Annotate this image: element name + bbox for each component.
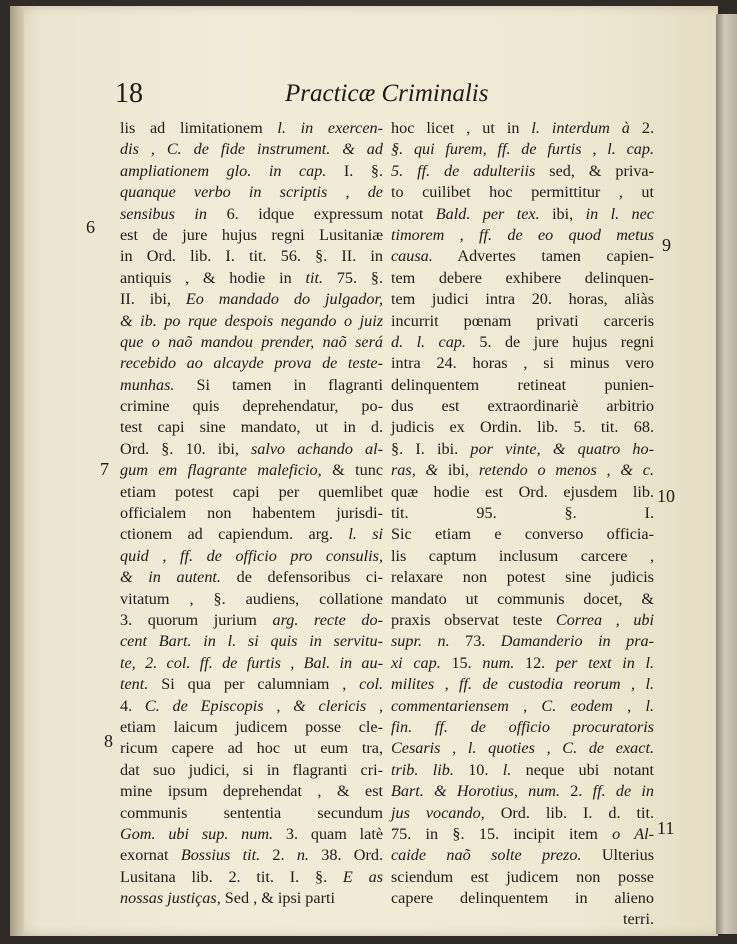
text-line (391, 909, 654, 930)
text-segment: delinquentem retineat punien- (391, 375, 654, 394)
text-segment: gum em flagrante maleficio, (120, 461, 322, 480)
text-line (120, 161, 383, 182)
text-segment: ibi, (447, 461, 479, 480)
text-segment: Ord. §. 10. ibi, (120, 439, 251, 458)
text-segment: 2. (260, 846, 297, 865)
text-line (391, 353, 654, 374)
text-segment: salvo achando al- (250, 439, 384, 458)
running-title: Practicæ Criminalis (285, 80, 489, 107)
text-segment: quid , ff. de officio pro consulis, (120, 546, 383, 565)
text-line (120, 546, 383, 567)
text-line (120, 439, 383, 460)
text-segment: 75. in §. 15. incipit item (391, 824, 613, 843)
text-segment: C. de Episcopis , & clericis , (144, 696, 383, 715)
text-segment: Cesaris , l. quoties , C. de exact. (391, 739, 654, 758)
text-line (120, 204, 383, 225)
text-segment: Si qua per calumniam , (148, 675, 360, 694)
text-line (120, 760, 383, 781)
text-segment: tit. 95. §. I. (391, 504, 654, 523)
margin-number-9: 9 (662, 235, 671, 255)
text-segment: est de jure hujus regni Lusitaniæ (120, 225, 383, 244)
text-line (120, 460, 383, 481)
text-segment: to cuilibet hoc permittitur , ut (391, 183, 654, 202)
text-line (120, 311, 383, 332)
text-line (391, 460, 654, 481)
text-segment: por vinte, & quatro ho- (470, 439, 655, 458)
text-segment: 38. Ord. (308, 846, 383, 865)
text-segment: intra 24. horas , si minus vero (391, 354, 654, 373)
text-segment: Bald. per tex. (435, 204, 540, 223)
text-segment: Sic etiam e converso officia- (391, 525, 654, 544)
text-segment: commentariensem , C. eodem , l. (391, 696, 654, 715)
text-segment: 12. (514, 653, 556, 672)
text-segment: Ulterius (581, 846, 654, 865)
text-line (120, 225, 383, 246)
text-line (120, 118, 383, 139)
text-line (120, 717, 383, 738)
text-line (391, 696, 654, 717)
text-segment: ricum capere ad hoc ut eum tra, (120, 739, 383, 758)
text-line (391, 803, 654, 824)
text-segment: 75. §. (323, 268, 383, 287)
text-line (391, 760, 654, 781)
text-line (120, 524, 383, 545)
text-segment: d. l. cap. (391, 332, 466, 351)
text-segment: II. ibi, (120, 290, 186, 309)
text-line (391, 888, 654, 909)
text-segment: jus vocando, (391, 803, 485, 822)
text-segment: sensibus in (120, 204, 227, 223)
text-segment: capere delinquentem in alieno (391, 889, 654, 908)
text-segment: E as (342, 867, 383, 886)
text-line (120, 482, 383, 503)
text-segment: etiam laicum judicem posse cle- (120, 717, 383, 736)
text-segment: Bart. & Horotius, num. (391, 782, 561, 801)
text-segment: nossas justiças, (120, 889, 221, 908)
text-line (391, 246, 654, 267)
text-line (391, 781, 654, 802)
text-segment: communis sententia secundum (120, 803, 383, 822)
text-segment: dat suo judici, si in flagranti cri- (120, 760, 383, 779)
text-segment: lis captum inclusum carcere , (391, 546, 654, 565)
text-segment: causa. (391, 247, 433, 266)
text-segment: vitatum , §. audiens, collatione (120, 589, 383, 608)
text-segment: l. (502, 760, 512, 779)
text-line (391, 546, 654, 567)
text-line (120, 696, 383, 717)
text-line (391, 182, 654, 203)
text-line (120, 781, 383, 802)
text-line (120, 246, 383, 267)
text-line (391, 332, 654, 353)
text-segment: num. (482, 653, 515, 672)
text-line (391, 631, 654, 652)
text-segment: ampliationem glo. in cap. (120, 161, 344, 180)
text-segment: xi cap. (391, 653, 441, 672)
text-segment: Advertes tamen capien- (432, 247, 654, 266)
text-segment: etiam potest capi per quemlibet (120, 482, 383, 501)
text-line (391, 204, 654, 225)
text-segment: milites , ff. de custodia reorum , l. (391, 675, 654, 694)
text-line (120, 845, 383, 866)
text-segment: ras, & (391, 461, 448, 480)
text-segment: Sed , & ipsi parti (220, 889, 335, 908)
text-line (120, 610, 383, 631)
text-segment: Correa , ubi (555, 610, 655, 629)
text-line (391, 674, 654, 695)
text-line (391, 845, 654, 866)
text-segment: ctionem ad capiendum. arg. (120, 525, 349, 544)
text-line (391, 589, 654, 610)
text-segment: lis ad limitationem (120, 119, 278, 137)
text-segment: que o naõ mandou prender, naõ será (120, 332, 383, 351)
text-segment: dus est extraordinariè arbitrio (391, 397, 654, 416)
text-segment: terri. (622, 910, 654, 929)
text-segment: 2. (560, 782, 593, 801)
text-segment: cent Bart. in l. si quis in servitu- (120, 632, 383, 651)
text-line (391, 268, 654, 289)
page-number: 18 (115, 78, 143, 109)
text-line (120, 396, 383, 417)
text-line (391, 311, 654, 332)
text-segment: o Al- (612, 824, 654, 843)
text-segment: 10. (453, 760, 503, 779)
text-line (120, 589, 383, 610)
text-segment: trib. lib. (391, 760, 454, 779)
text-line (120, 567, 383, 588)
text-segment: timorem , ff. de eo quod metus (391, 225, 654, 244)
margin-number-7: 7 (100, 459, 109, 479)
text-segment: l. interdum à (531, 119, 630, 137)
text-segment: l. si (348, 525, 384, 544)
text-segment: exornat (120, 846, 181, 865)
text-line (120, 653, 383, 674)
text-line (391, 717, 654, 738)
right-text-column (391, 118, 654, 931)
text-segment: caide naõ solte prezo. (391, 846, 582, 865)
text-line (391, 139, 654, 160)
text-line (120, 738, 383, 759)
text-segment: tent. (120, 675, 149, 694)
text-line (391, 118, 654, 139)
left-text-column (120, 118, 383, 909)
text-segment: Si tamen in flagranti (174, 375, 383, 394)
text-line (120, 289, 383, 310)
text-line (120, 867, 383, 888)
text-line (391, 289, 654, 310)
text-line (120, 353, 383, 374)
margin-number-11: 11 (657, 818, 675, 838)
text-segment: §. I. ibi. (391, 439, 471, 458)
text-segment: tit. (305, 268, 324, 287)
text-line (391, 396, 654, 417)
text-line (120, 182, 383, 203)
text-segment: ff. de in (592, 782, 654, 801)
text-segment: 2. (629, 119, 655, 137)
text-line (120, 375, 383, 396)
text-segment: per text in l. (555, 653, 655, 672)
text-line (391, 738, 654, 759)
text-line (391, 417, 654, 438)
text-segment: sed, & priva- (535, 161, 654, 180)
text-line (120, 139, 383, 160)
text-segment: quæ hodie est Ord. ejusdem lib. (391, 482, 654, 501)
text-line (391, 610, 654, 631)
text-segment: & ib. po rque despois negando o juiz (120, 311, 383, 330)
text-segment: de defensoribus ci- (220, 568, 383, 587)
text-line (391, 653, 654, 674)
text-segment: quanque verbo in scriptis , de (120, 183, 383, 202)
text-line (120, 824, 383, 845)
text-line (391, 567, 654, 588)
margin-number-6: 6 (86, 217, 95, 237)
text-line (120, 631, 383, 652)
text-segment: te, 2. col. ff. de furtis , Bal. in au- (120, 653, 383, 672)
text-segment: §. qui furem, ff. de furtis , l. cap. (391, 140, 654, 159)
text-segment: judicis ex Ordin. lib. 5. tit. 68. (391, 418, 654, 437)
text-line (391, 824, 654, 845)
text-line (391, 375, 654, 396)
text-line (120, 417, 383, 438)
text-segment: 3. quam latè (273, 824, 384, 843)
text-segment: mandato ut communis docet, & (391, 589, 654, 608)
text-segment: sciendum est judicem non posse (391, 867, 654, 886)
text-segment: 6. idque expressum (226, 204, 383, 223)
text-segment: 4. (120, 696, 145, 715)
text-line (120, 332, 383, 353)
text-segment: Lusitana lib. 2. tit. I. §. (120, 867, 343, 886)
text-segment: retendo o menos , & c. (478, 461, 654, 480)
margin-number-8: 8 (104, 731, 113, 751)
text-segment: col. (359, 675, 383, 694)
text-segment: 5. ff. de adulteriis (391, 161, 536, 180)
text-segment: in l. nec (585, 204, 654, 223)
text-segment: n. (296, 846, 309, 865)
text-segment: supr. n. (391, 632, 450, 651)
text-segment: & in autent. (120, 568, 221, 587)
text-segment: relaxare non potest sine judicis (391, 568, 654, 587)
text-segment: 5. de jure hujus regni (465, 332, 654, 351)
text-line (120, 268, 383, 289)
text-segment: Gom. ubi sup. num. (120, 824, 274, 843)
text-line (391, 524, 654, 545)
text-segment: recebido ao alcayde prova de teste- (120, 354, 383, 373)
text-segment: & tunc (321, 461, 384, 480)
text-line (120, 803, 383, 824)
text-line (391, 482, 654, 503)
text-segment: hoc licet , ut in (391, 119, 532, 137)
text-line (391, 503, 654, 524)
text-segment: 3. quorum jurium (120, 610, 273, 629)
text-line (391, 439, 654, 460)
text-line (391, 867, 654, 888)
text-line (391, 225, 654, 246)
text-segment: Bossius tit. (180, 846, 261, 865)
text-segment: 73. (449, 632, 501, 651)
text-line (120, 503, 383, 524)
text-line (391, 161, 654, 182)
text-segment: arg. recte do- (272, 610, 383, 629)
page-header (115, 78, 685, 108)
text-segment: I. §. (343, 161, 383, 180)
text-segment: Eo mandado do julgador, (185, 290, 384, 309)
text-segment: incurrit pœnam privati carceris (391, 311, 654, 330)
text-line (120, 888, 383, 909)
text-segment: neque ubi notant (511, 760, 655, 779)
text-segment: 15. (440, 653, 483, 672)
text-segment: praxis observat teste (391, 610, 556, 629)
text-segment: test capi sine mandato, ut in d. (120, 418, 383, 437)
text-segment: Ord. lib. I. d. tit. (484, 803, 654, 822)
text-segment: tem judici intra 20. horas, aliàs (391, 290, 654, 309)
text-segment: notat (391, 204, 436, 223)
page-edge (716, 14, 737, 934)
text-segment: l. in exercen- (277, 119, 383, 137)
text-segment: crimine quis deprehendatur, po- (120, 397, 383, 416)
text-segment: fin. ff. de officio procuratoris (391, 717, 654, 736)
book-gutter (10, 6, 24, 936)
text-segment: mine ipsum deprehendat , & est (120, 782, 383, 801)
text-segment: munhas. (120, 375, 175, 394)
text-segment: officialem non habentem jurisdi- (120, 504, 383, 523)
text-segment: Damanderio in pra- (500, 632, 654, 651)
text-segment: antiquis , & hodie in (120, 268, 306, 287)
text-segment: tem debere exhibere delinquen- (391, 268, 654, 287)
text-segment: in Ord. lib. I. tit. 56. §. II. in (120, 247, 383, 266)
text-line (120, 674, 383, 695)
text-segment: dis , C. de fide instrument. & ad (120, 140, 383, 159)
margin-number-10: 10 (657, 486, 675, 506)
text-segment: ibi, (539, 204, 586, 223)
